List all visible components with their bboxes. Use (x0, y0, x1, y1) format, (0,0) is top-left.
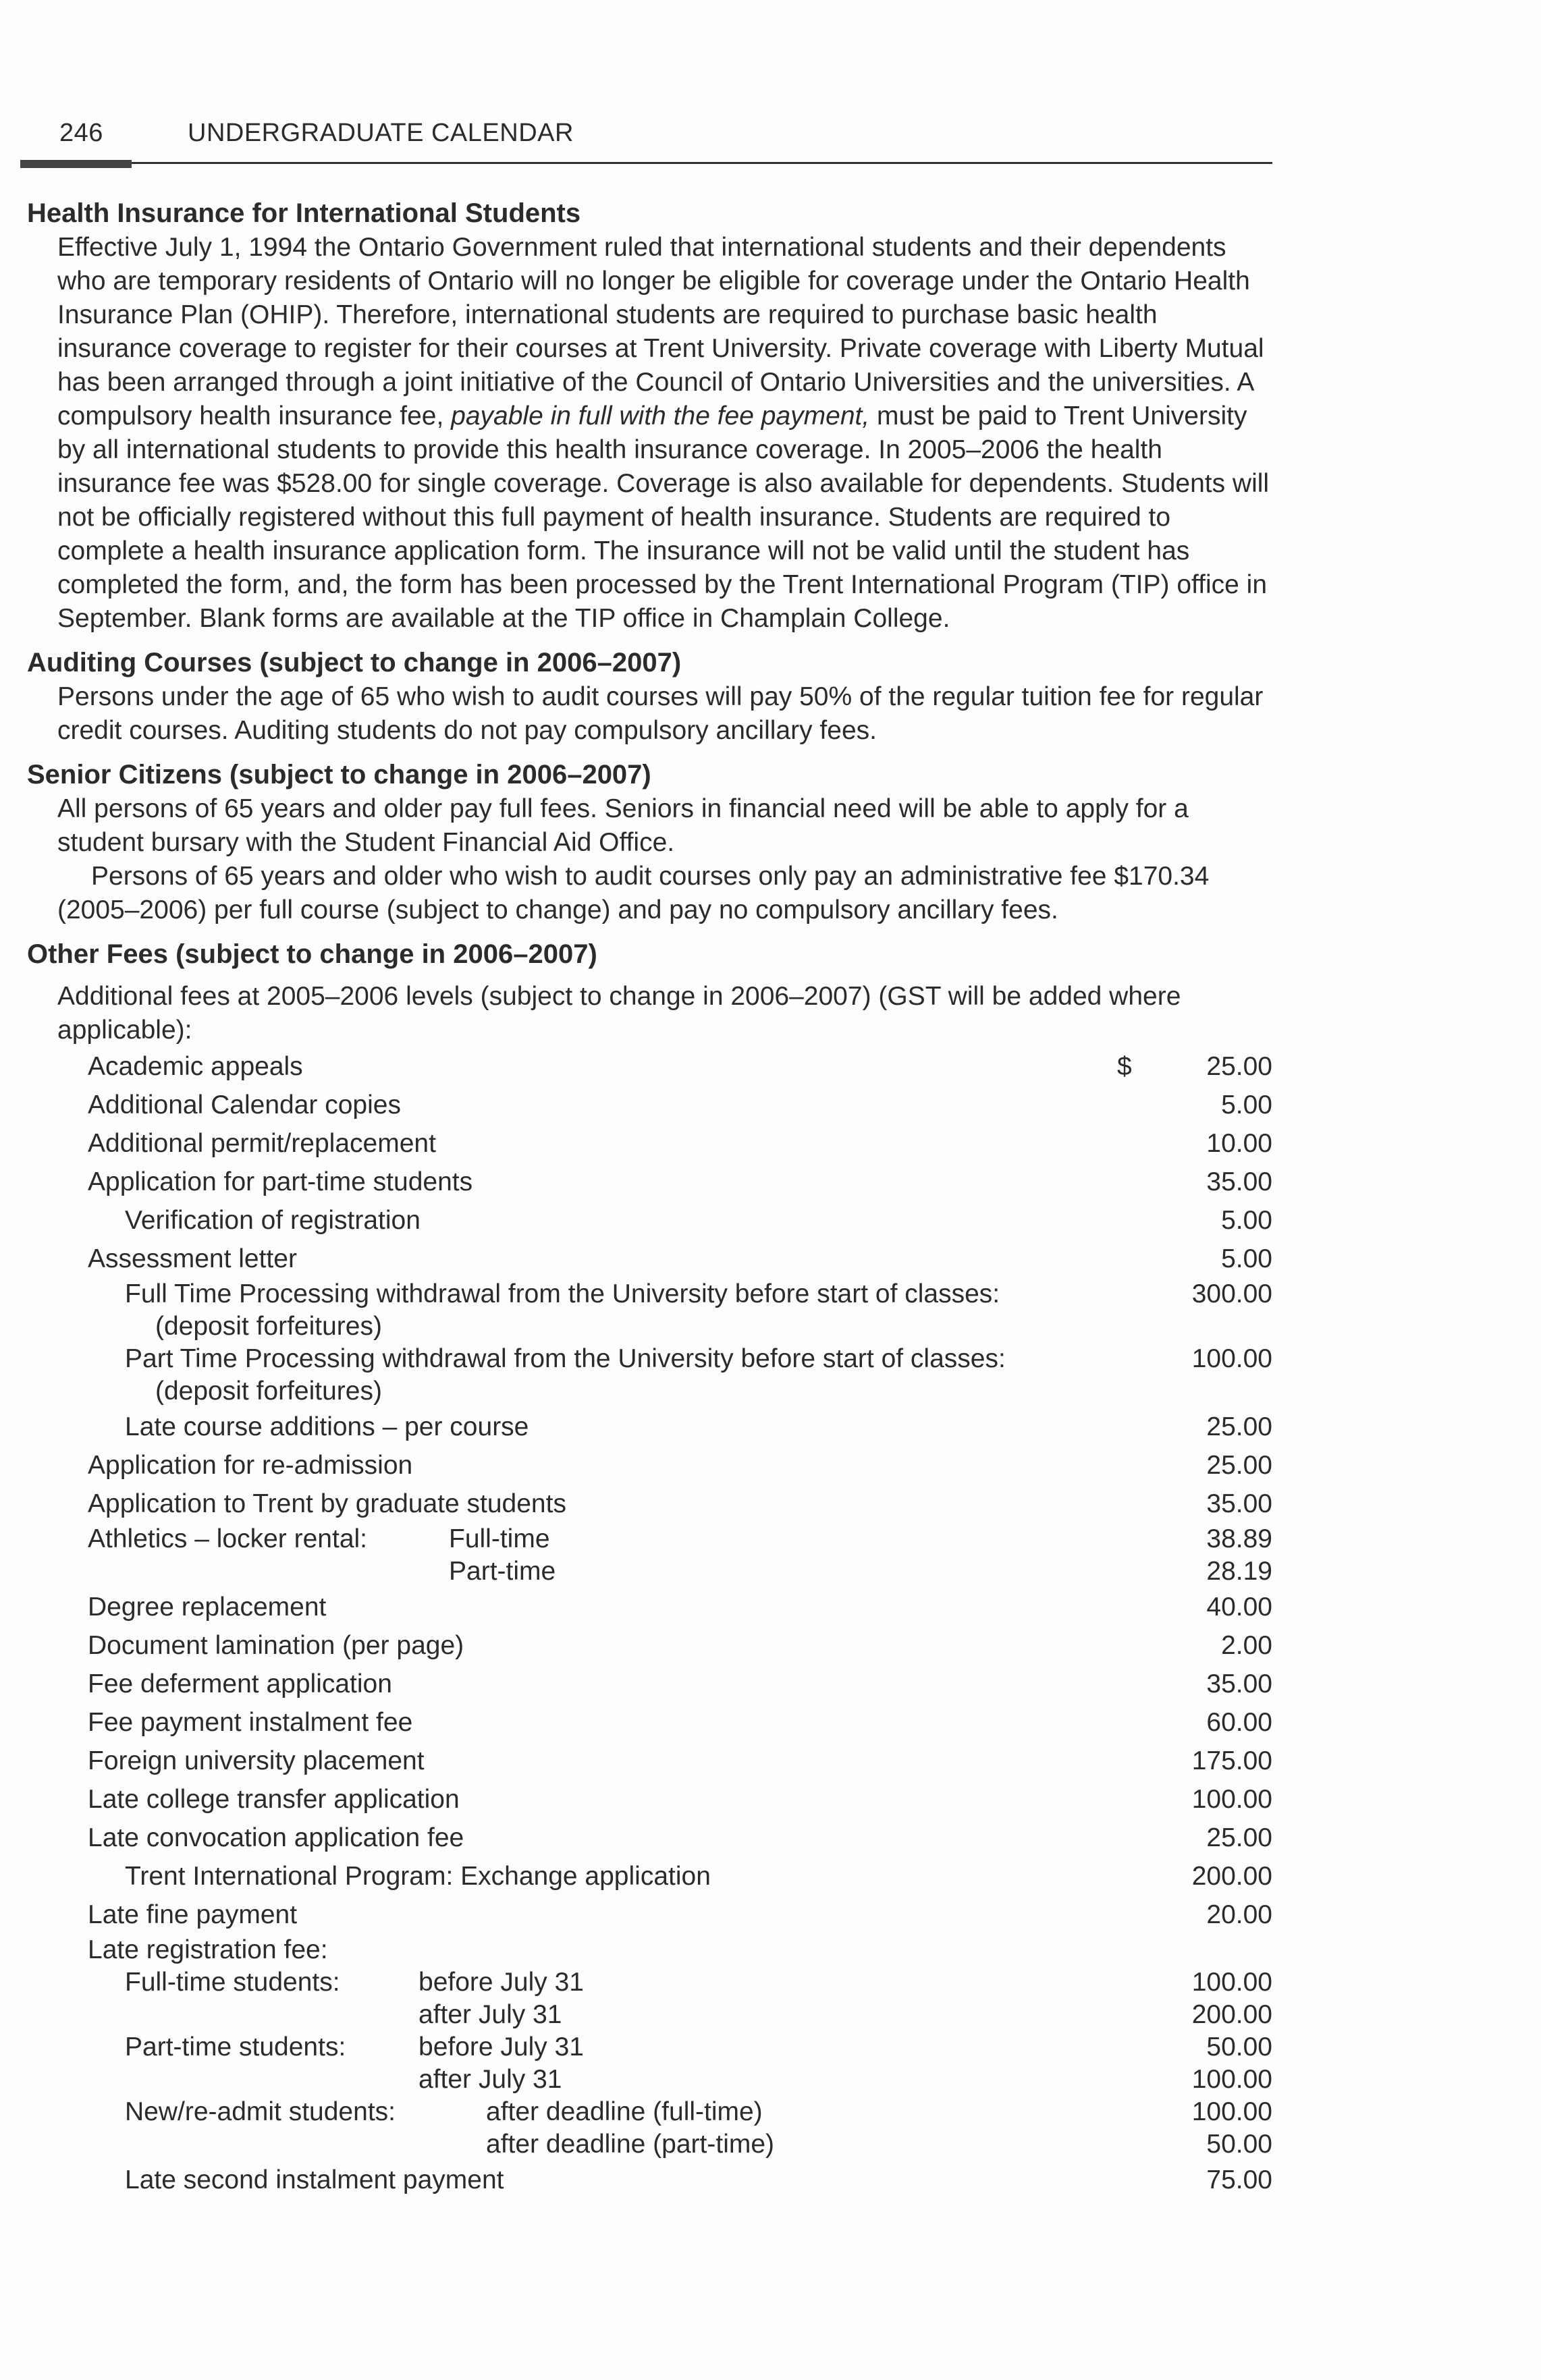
fee-amount: 100.00 (1191, 2097, 1272, 2126)
fee-label: Verification of registration (125, 1206, 421, 1235)
fee-amount: 200.00 (1191, 1862, 1272, 1891)
fee-row (57, 1703, 1272, 1742)
fee-row (57, 1240, 1272, 1278)
fee-label: Assessment letter (88, 1244, 297, 1273)
fee-label: Application for part-time students (88, 1167, 473, 1196)
fee-amount: 100.00 (1191, 1968, 1272, 1997)
fee-row (57, 1626, 1272, 1665)
health-text-a: Effective July 1, 1994 the Ontario Government ruled that international students and their dependents who are temporary residents of Ontario will no longer be eligible for coverage under the Ontario Health Insurance Plan (OHIP). Therefore, international students are required to purchase basic health insurance coverage to register for their courses at Trent University. Private coverage with Liberty Mutual has been arranged through a joint initiative of the Council of Ontario Universities and the universities. A compulsory health insurance fee, (57, 233, 1264, 431)
currency-symbol: $ (1117, 1052, 1132, 1081)
fee-row (57, 1780, 1272, 1819)
fee-sublabel: after July 31 (418, 2065, 562, 2094)
fee-row (57, 1485, 1272, 1523)
fee-label: Late second instalment payment (125, 2165, 504, 2194)
fee-label-note: (deposit forfeitures) (155, 1312, 382, 1341)
fee-sublabel: after deadline (full-time) (486, 2097, 763, 2126)
fee-row (57, 1086, 1272, 1124)
fee-sublabel: before July 31 (418, 2032, 584, 2061)
fee-table (57, 1047, 1272, 2199)
fee-amount: 35.00 (1206, 1489, 1272, 1518)
fee-amount: 5.00 (1221, 1206, 1272, 1235)
fee-amount: 100.00 (1191, 1344, 1272, 1373)
auditing-paragraph: Persons under the age of 65 who wish to audit courses will pay 50% of the regular tuition fee for regular credit courses. Auditing students do not pay compulsory ancillary fees. (57, 682, 1264, 745)
fee-row (57, 1408, 1272, 1446)
fee-label: Late convocation application fee (88, 1823, 464, 1852)
fee-amount: 28.19 (1206, 1557, 1272, 1586)
fee-label: Full Time Processing withdrawal from the University before start of classes: (125, 1279, 1000, 1308)
fee-label: Academic appeals (88, 1052, 303, 1081)
section-heading-auditing: Auditing Courses (subject to change in 2006–2007) (27, 648, 682, 677)
fee-label: Application for re-admission (88, 1451, 413, 1480)
fee-amount: 100.00 (1191, 2065, 1272, 2094)
fee-label: Application to Trent by graduate students (88, 1489, 566, 1518)
fee-row (57, 1999, 1272, 2031)
fee-label: Full-time students: (125, 1968, 340, 1997)
fee-amount: 75.00 (1206, 2165, 1272, 2194)
fee-amount: 200.00 (1191, 2000, 1272, 2029)
running-header (59, 119, 1274, 148)
fee-amount: 50.00 (1206, 2032, 1272, 2061)
fee-amount: 40.00 (1206, 1593, 1272, 1622)
fee-row (57, 1966, 1272, 1999)
fee-row-continuation (57, 1310, 1272, 1343)
fee-row (57, 1163, 1272, 1201)
fee-label-note: (deposit forfeitures) (155, 1377, 382, 1406)
fee-label: Late course additions – per course (125, 1412, 529, 1441)
section-heading-health: Health Insurance for International Students (27, 198, 581, 228)
calendar-title: UNDERGRADUATE CALENDAR (188, 119, 574, 147)
fee-amount: 10.00 (1206, 1129, 1272, 1158)
fee-label: Additional Calendar copies (88, 1090, 401, 1119)
fee-row (57, 2031, 1272, 2064)
fee-label: Fee deferment application (88, 1669, 392, 1698)
fee-row (57, 1555, 1272, 1588)
fee-row-continuation (57, 1375, 1272, 1408)
fee-amount: 175.00 (1191, 1746, 1272, 1775)
fee-row (57, 2161, 1272, 2199)
seniors-paragraph-2: Persons of 65 years and older who wish to audit courses only pay an administrative fee $170.34 (2005–2006) per full course (subject to change) and pay no compulsory ancillary fees. (57, 862, 1210, 924)
fee-row (57, 2064, 1272, 2096)
fee-label: Late college transfer application (88, 1785, 460, 1814)
fee-label: Part-time students: (125, 2032, 346, 2061)
health-text-b: must be paid to Trent University by all international students to provide this health insurance coverage. In 2005–2006 the health insurance fee was $528.00 for single coverage. Coverage is also available for dependents. Students will not be officially registered without this full payment of health insurance. Students are required to complete a health insurance application form. The insurance will not be valid until the student has completed the form, and, the form has been processed by the Trent International Program (TIP) office in September. Blank forms are available at the TIP office in Champlain College. (57, 402, 1270, 633)
fee-amount: 100.00 (1191, 1785, 1272, 1814)
fee-sublabel: Part-time (449, 1557, 556, 1586)
fee-row (57, 1934, 1272, 1966)
fee-amount: 25.00 (1206, 1451, 1272, 1480)
fee-label: Fee payment instalment fee (88, 1708, 413, 1737)
fee-row (57, 2096, 1272, 2128)
header-rule (20, 162, 1272, 164)
fee-row (57, 1124, 1272, 1163)
fee-amount: 60.00 (1206, 1708, 1272, 1737)
fee-label: Additional permit/replacement (88, 1129, 436, 1158)
fee-row (57, 1742, 1272, 1780)
fee-label: Late registration fee: (88, 1935, 328, 1964)
fee-row (57, 1819, 1272, 1857)
fee-amount: 38.89 (1206, 1524, 1272, 1553)
fee-sublabel: before July 31 (418, 1968, 584, 1997)
fee-amount: 5.00 (1221, 1090, 1272, 1119)
fee-row (57, 1857, 1272, 1895)
fee-sublabel: after July 31 (418, 2000, 562, 2029)
fee-row (57, 1665, 1272, 1703)
fee-row (57, 2128, 1272, 2161)
health-paragraph (57, 231, 1276, 636)
fee-row (57, 1278, 1272, 1310)
fee-amount: 5.00 (1221, 1244, 1272, 1273)
page-content (27, 196, 1276, 2199)
health-text-emphasis: payable in full with the fee payment, (451, 402, 870, 431)
fee-label: Document lamination (per page) (88, 1631, 464, 1660)
fee-sublabel: after deadline (part-time) (486, 2130, 775, 2159)
fee-amount: 2.00 (1221, 1631, 1272, 1660)
fee-label: Trent International Program: Exchange application (125, 1862, 711, 1891)
fee-row (57, 1047, 1272, 1086)
fee-row (57, 1895, 1272, 1934)
fee-amount: 300.00 (1191, 1279, 1272, 1308)
fee-row (57, 1343, 1272, 1375)
fee-row (57, 1523, 1272, 1555)
fee-amount: 50.00 (1206, 2130, 1272, 2159)
fee-label: Part Time Processing withdrawal from the University before start of classes: (125, 1344, 1006, 1373)
section-heading-other-fees: Other Fees (subject to change in 2006–2007) (27, 939, 597, 969)
fee-label: Late fine payment (88, 1900, 298, 1929)
fee-sublabel: Full-time (449, 1524, 550, 1553)
fee-amount: 25.00 (1206, 1412, 1272, 1441)
fee-row (57, 1446, 1272, 1485)
fee-amount: 20.00 (1206, 1900, 1272, 1929)
fee-row (57, 1588, 1272, 1626)
other-fees-intro: Additional fees at 2005–2006 levels (subject to change in 2006–2007) (GST will be added where applicable): (57, 982, 1181, 1045)
header-rule-accent (20, 160, 132, 168)
fee-amount: 35.00 (1206, 1669, 1272, 1698)
fee-label: Athletics – locker rental: (88, 1524, 368, 1553)
seniors-paragraph-1: All persons of 65 years and older pay full fees. Seniors in financial need will be able to apply for a student bursary with the Student Financial Aid Office. (57, 794, 1189, 857)
page-number: 246 (59, 119, 103, 147)
fee-label: Degree replacement (88, 1593, 327, 1622)
fee-label: Foreign university placement (88, 1746, 425, 1775)
fee-amount: 25.00 (1206, 1052, 1272, 1081)
fee-amount: 25.00 (1206, 1823, 1272, 1852)
fee-row (57, 1201, 1272, 1240)
fee-label: New/re-admit students: (125, 2097, 396, 2126)
section-heading-seniors: Senior Citizens (subject to change in 2006–2007) (27, 760, 651, 790)
fee-amount: 35.00 (1206, 1167, 1272, 1196)
